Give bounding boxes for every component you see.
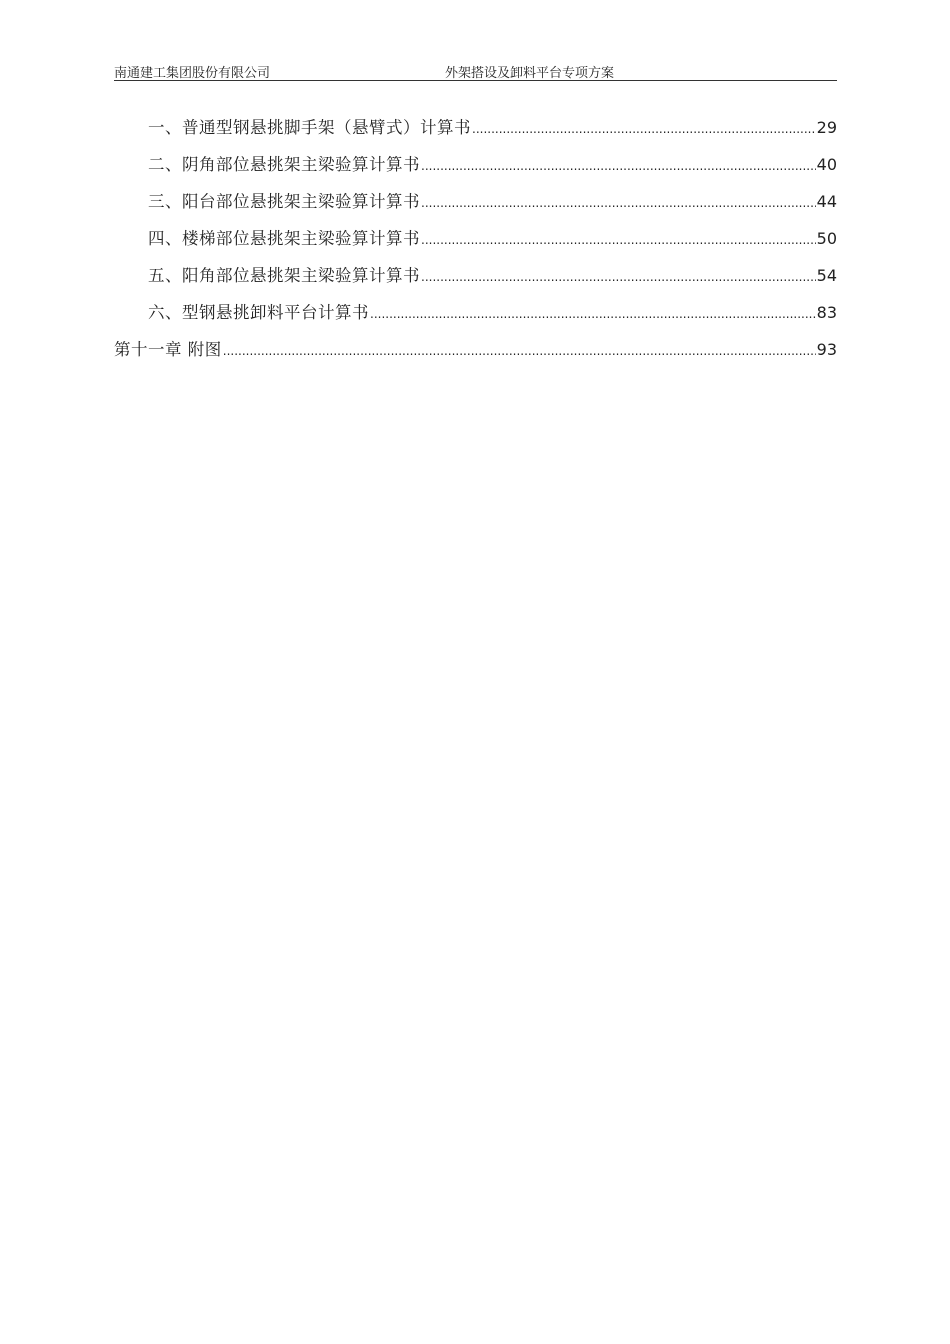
toc-leader-dots [421, 266, 816, 285]
toc-entry[interactable] [114, 225, 837, 262]
toc-leader-dots [421, 229, 816, 248]
toc-entry-label: 四、楼梯部位悬挑架主梁验算计算书 [148, 229, 420, 248]
toc-entry-page: 44 [816, 192, 837, 211]
toc-entry-page: 50 [816, 229, 837, 248]
toc-leader-dots [370, 303, 816, 322]
toc-leader-dots [421, 155, 816, 174]
toc-entry-label: 五、阳角部位悬挑架主梁验算计算书 [148, 266, 420, 285]
document-title: 外架搭设及卸料平台专项方案 [445, 66, 615, 81]
toc-leader-dots [472, 118, 816, 137]
toc-entry[interactable] [114, 114, 837, 151]
toc-entry-page: 29 [816, 118, 837, 137]
toc-entry-label: 第十一章 附图 [114, 340, 222, 359]
toc-entry[interactable] [114, 188, 837, 225]
toc-entry-page: 40 [816, 155, 837, 174]
toc-entry-page: 83 [816, 303, 837, 322]
toc-entry-label: 六、型钢悬挑卸料平台计算书 [148, 303, 369, 322]
toc-entry[interactable] [114, 299, 837, 336]
toc-entry[interactable] [114, 336, 837, 373]
page-header [114, 62, 837, 81]
toc-entry-page: 93 [816, 340, 837, 359]
toc-entry[interactable] [114, 151, 837, 188]
toc-leader-dots [223, 340, 816, 359]
toc-entry[interactable] [114, 262, 837, 299]
toc-entry-label: 二、阴角部位悬挑架主梁验算计算书 [148, 155, 420, 174]
table-of-contents [114, 114, 837, 373]
toc-entry-label: 三、阳台部位悬挑架主梁验算计算书 [148, 192, 420, 211]
toc-leader-dots [421, 192, 816, 211]
toc-entry-page: 54 [816, 266, 837, 285]
company-name: 南通建工集团股份有限公司 [114, 66, 271, 81]
toc-entry-label: 一、普通型钢悬挑脚手架（悬臂式）计算书 [148, 118, 471, 137]
